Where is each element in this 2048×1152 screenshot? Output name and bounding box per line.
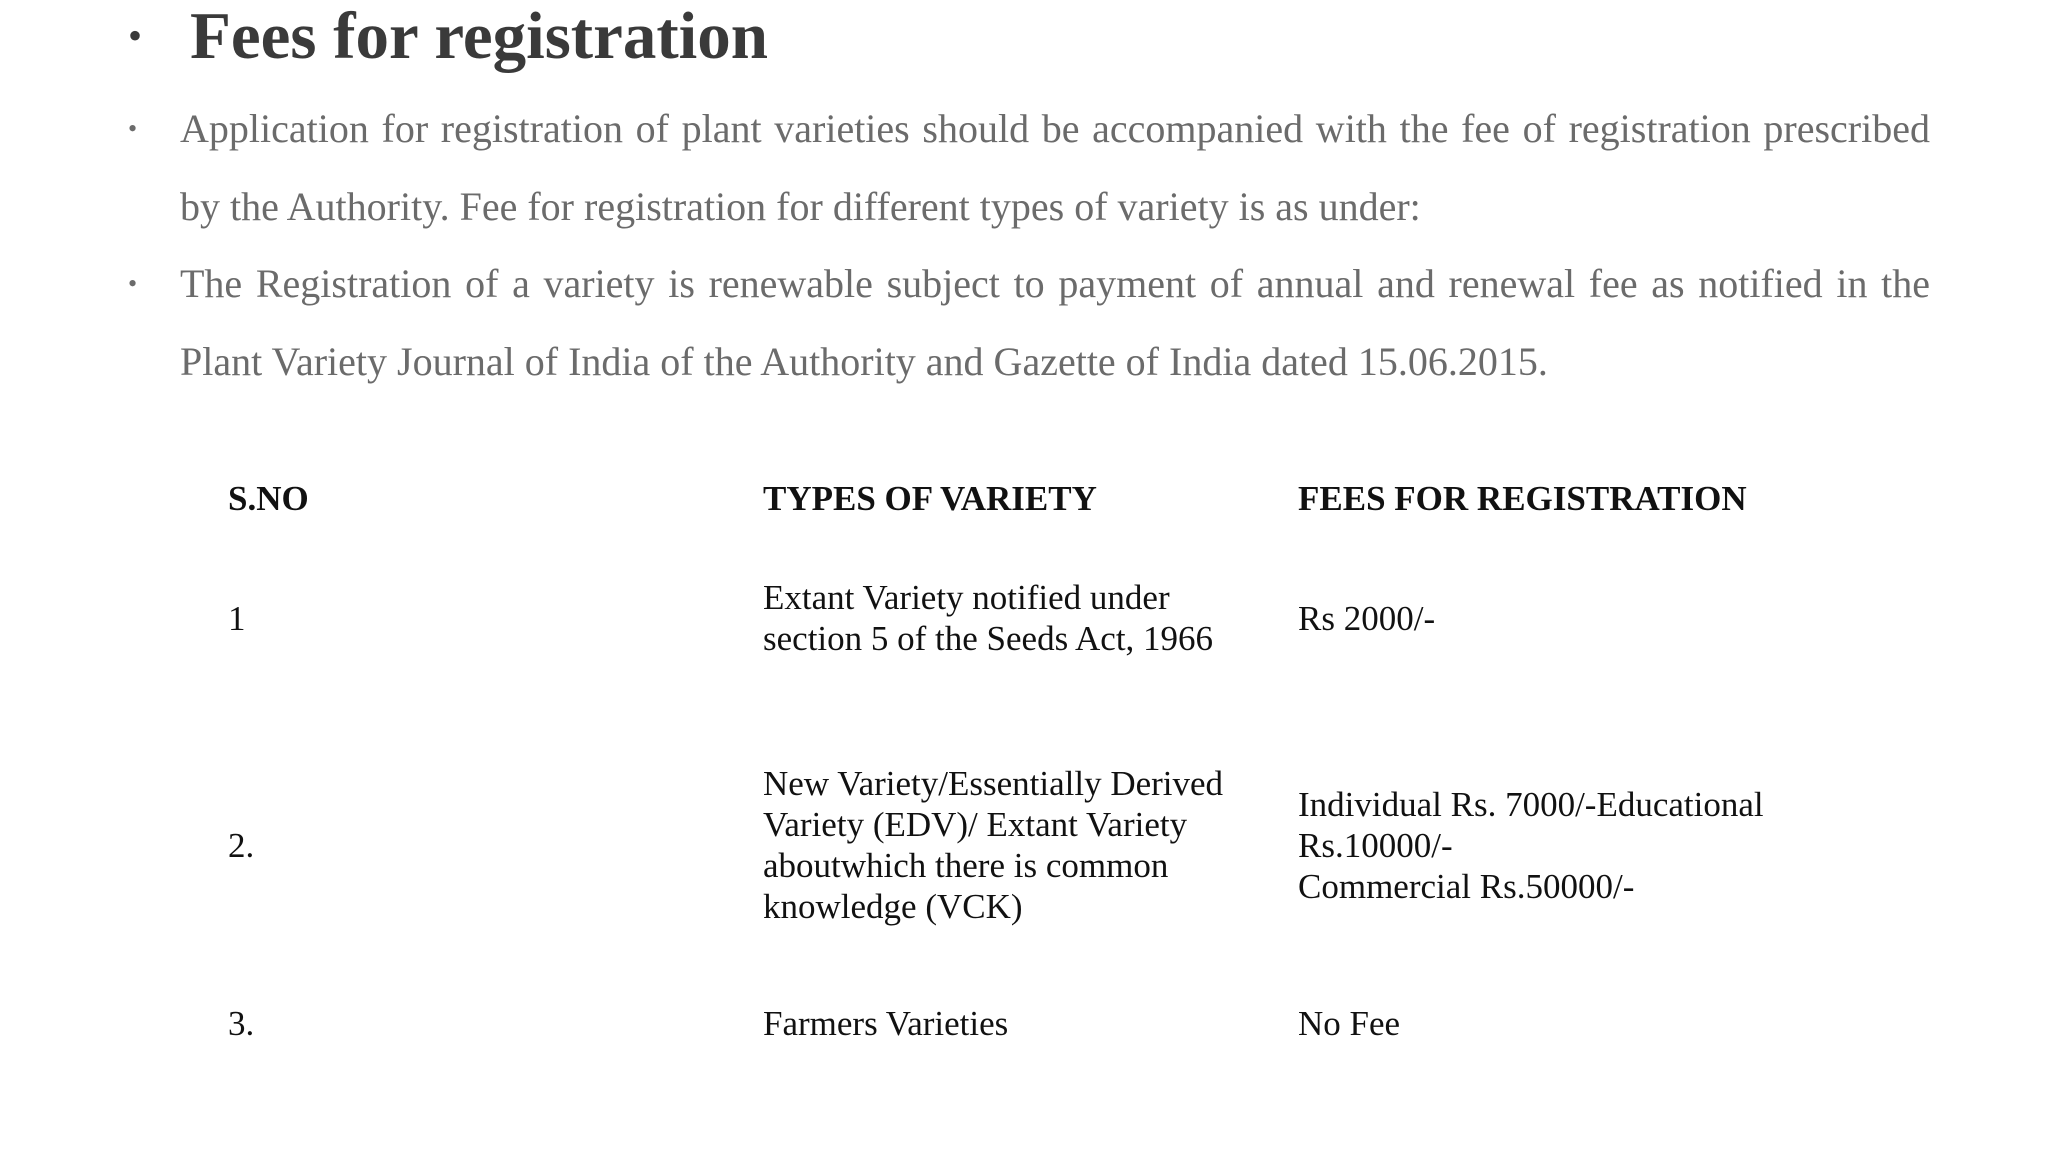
header-fees-for-registration: FEES FOR REGISTRATION bbox=[1298, 478, 1747, 518]
cell-fee: Individual Rs. 7000/-Educational Rs.10000/- Commercial Rs.50000/- bbox=[1298, 784, 1764, 906]
table-header-row bbox=[228, 468, 1848, 528]
table-row bbox=[228, 568, 1848, 668]
title-row bbox=[128, 0, 768, 72]
bullet-icon: • bbox=[128, 269, 138, 298]
cell-variety-type: Extant Variety notified under section 5 of the Seeds Act, 1966 bbox=[763, 578, 1214, 658]
header-types-of-variety: TYPES OF VARIETY bbox=[763, 478, 1097, 518]
paragraph-text: The Registration of a variety is renewable subject to payment of annual and renewal fee as notified in the Plant Variety Journal of India of the Authority and Gazette of India dated 15.06.2015. bbox=[180, 261, 1930, 384]
cell-variety-type: New Variety/Essentially Derived Variety (EDV)/ Extant Variety aboutwhich there is common knowledge (VCK) bbox=[763, 764, 1224, 926]
cell-fee: Rs 2000/- bbox=[1298, 598, 1436, 638]
table-row bbox=[228, 998, 1848, 1048]
cell-sno: 1 bbox=[228, 598, 246, 638]
cell-sno: 3. bbox=[228, 1003, 255, 1043]
cell-sno: 2. bbox=[228, 825, 255, 865]
bullet-icon: • bbox=[128, 114, 138, 143]
cell-variety-type: Farmers Varieties bbox=[763, 1003, 1009, 1043]
paragraph-application-fee bbox=[128, 90, 1930, 246]
paragraph-text: Application for registration of plant varieties should be accompanied with the fee of registration prescribed by the Authority. Fee for registration for different types of variety is as under: bbox=[180, 106, 1930, 229]
page-title: Fees for registration bbox=[190, 0, 769, 73]
paragraph-renewal bbox=[128, 245, 1930, 401]
table-row bbox=[228, 760, 1848, 930]
header-sno: S.NO bbox=[228, 478, 309, 518]
title-bullet: • bbox=[128, 13, 143, 58]
cell-fee: No Fee bbox=[1298, 1003, 1401, 1043]
